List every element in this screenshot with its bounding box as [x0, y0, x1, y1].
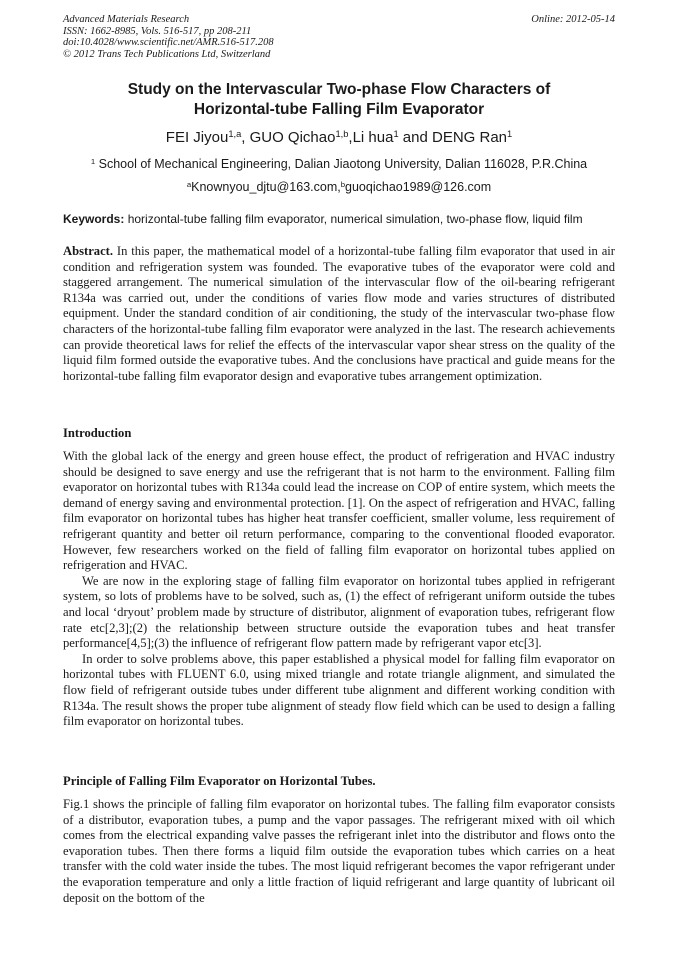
copyright-line: © 2012 Trans Tech Publications Ltd, Switzerland — [63, 48, 271, 60]
author-2: GUO Qichao — [249, 129, 336, 146]
affiliation-sup: 1 — [90, 156, 96, 166]
intro-paragraph-3: In order to solve problems above, this paper established a physical model for falling film evaporator on horizontal tubes with FLUENT 6.0, using mixed triangle and rotate triangle alignment, and simulated the flow field of refrigerant outside tubes under different tube alignment and different working condition with R134a. The result shows the proper tube alignment of steady flow field which can be used to design a falling film evaporator on horizontal tubes. — [63, 651, 615, 729]
email-a[interactable]: Knownyou_djtu@163.com, — [191, 180, 341, 194]
doi-line: doi:10.4028/www.scientific.net/AMR.516-517.208 — [63, 37, 274, 48]
email-a-sup: a — [186, 179, 192, 189]
title-line-2: Horizontal-tube Falling Film Evaporator — [193, 101, 485, 118]
title-line-1: Study on the Intervascular Two-phase Flow Characters of — [127, 81, 551, 98]
author-sep: , — [348, 129, 353, 146]
affiliation-text: School of Mechanical Engineering, Dalian Jiaotong University, Dalian 116028, P.R.China — [95, 157, 588, 171]
author-1: FEI Jiyou — [165, 129, 229, 146]
author-sep: and — [398, 129, 432, 146]
journal-header — [63, 14, 615, 60]
online-date: Online: 2012-05-14 — [531, 14, 615, 25]
journal-name: Advanced Materials Research — [63, 14, 190, 25]
affiliation — [63, 157, 615, 172]
issn-line: ISSN: 1662-8985, Vols. 516-517, pp 208-211 — [63, 25, 252, 37]
intro-paragraph-2: We are now in the exploring stage of falling film evaporator on horizontal tubes applied in refrigerant system, so lots of problems have to be solved, such as, (1) the effect of refrigerant uniform outside the tubes and local ‘dryout’ problem made by structure of distributor, alignment of evaporation tubes, refrigerant flow rate etc[2,3];(2) the relationship between structure outside the evaporation tubes and heat transfer performance[4,5];(3) the influence of refrigerant flow pattern made by refrigerant vapor etc[3]. — [63, 573, 615, 651]
email-b-sup: b — [340, 179, 346, 189]
abstract-label: Abstract. — [63, 244, 114, 258]
paper-title — [63, 80, 615, 120]
author-3-sup: 1 — [393, 128, 399, 139]
author-list — [63, 129, 615, 147]
author-2-sup: 1,b — [335, 128, 349, 139]
introduction-heading: Introduction — [63, 426, 132, 440]
principle-paragraph-1: Fig.1 shows the principle of falling film evaporator on horizontal tubes. The falling film evaporator consists of a distributor, evaporation tubes, a pump and the vapor passages. The refrigerant mixed with oil which comes from the electrical expanding valve passes the refrigerant inlet into the distributor and flows onto the evaporation tubes. Then there forms a liquid film outside the evaporation tubes which carries on a heat transfer with the cold water inside the tubes. The most liquid refrigerant becomes the vapor refrigerant under the evaporation temperature and only a little fraction of liquid refrigerant and large quantity of lubricant oil deposit on the bottom of the — [63, 797, 615, 905]
keywords — [63, 212, 623, 227]
author-sep: , — [241, 129, 250, 146]
principle-body — [63, 797, 615, 906]
email-line — [63, 180, 615, 195]
author-4: DENG Ran — [432, 129, 508, 146]
introduction-body — [63, 449, 615, 730]
email-b[interactable]: guoqichao1989@126.com — [345, 180, 492, 194]
author-4-sup: 1 — [507, 128, 513, 139]
abstract-text: In this paper, the mathematical model of a horizontal-tube falling film evaporator that used in air condition and refrigeration system was founded. The evaporative tubes of the evaporator were cold and staggered arrangement. The numerical simulation of the intervascular flow of the oil-bearing refrigerant R134a was carried out, under the conditions of varies flow mode and varies structures of distributed equipment. Under the standard condition of air conditioning, the study of the intervascular two-phase flow characters of the horizontal-tube falling film evaporator were analyzed in the last. The research achievements can provide theoretical laws for relief the effects of the intervascular vapor shear stress on the quality of the liquid film formed outside the evaporative tubes. And the conclusions have practical and guide means for the horizontal-tube falling film evaporator design and evaporative tubes arrangement optimization. — [63, 244, 615, 383]
keywords-text: horizontal-tube falling film evaporator, numerical simulation, two-phase flow, liquid film — [124, 212, 583, 226]
author-3: Li hua — [352, 129, 394, 146]
abstract — [63, 244, 615, 384]
keywords-label: Keywords: — [63, 212, 125, 226]
intro-paragraph-1: With the global lack of the energy and green house effect, the product of refrigeration and HVAC industry should be designed to save energy and use the refrigerant that is not harm to the environment. Falling film evaporator on horizontal tubes with R134a could lead the increase on COP of entire system, which meets the demand of energy saving and environmental protection. [1]. On the aspect of refrigeration and HVAC, falling film evaporator on horizontal tubes has higher heat transfer coefficient, smaller volume, less requirement of refrigerant quantity and better oil return performance, comparing to the conventional flooded evaporator. However, few researchers worked on the field of falling film evaporator on horizontal tubes applied on refrigeration and HVAC. — [63, 449, 615, 573]
principle-heading: Principle of Falling Film Evaporator on Horizontal Tubes. — [63, 774, 376, 788]
author-1-sup: 1,a — [228, 128, 242, 139]
